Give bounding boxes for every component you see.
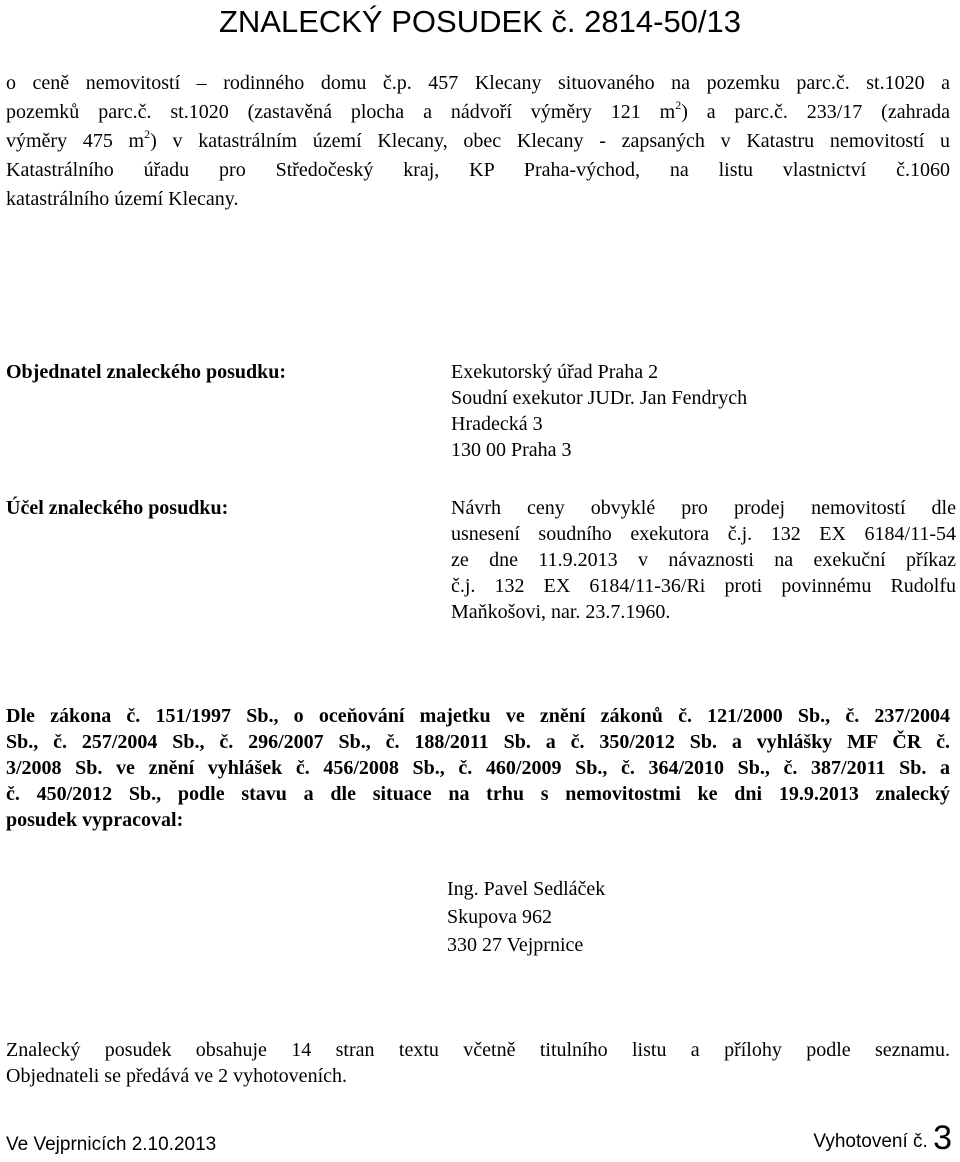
purpose-line: č.j. 132 EX 6184/11-36/Ri proti povinnému Rudolfu [451, 575, 956, 597]
contents-line: Objednateli se předává ve 2 vyhotoveních. [6, 1065, 347, 1087]
contents-line: Znalecký posudek obsahuje 14 stran textu včetně titulního listu a přílohy podle seznamu. [6, 1039, 950, 1061]
copy-number [813, 1118, 952, 1162]
purpose-label: Účel znaleckého posudku: [6, 497, 229, 519]
subject-line: výměry 475 $m^2$) v katastrálním území Klecany, obec Klecany - zapsaných v Katastru nemovitostí u [6, 127, 950, 152]
superscript: 2 [675, 98, 682, 112]
author-address [447, 875, 605, 959]
law-line: Sb., č. 257/2004 Sb., č. 296/2007 Sb., č. 188/2011 Sb. a č. 350/2012 Sb. a vyhlášky MF ČR č. [6, 731, 950, 753]
client-line: Exekutorský úřad Praha 2 [451, 361, 659, 383]
law-line: č. 450/2012 Sb., podle stavu a dle situace na trhu s nemovitostmi ke dni 19.9.2013 znalecký [6, 783, 950, 805]
subject-paragraph [6, 69, 950, 214]
subject-line: o ceně nemovitostí – rodinného domu č.p. 457 Klecany situovaného na pozemku parc.č. st.1020 a [6, 72, 950, 94]
author-city: 330 27 Vejprnice [447, 934, 584, 956]
client-line: Hradecká 3 [451, 413, 543, 435]
law-line: 3/2008 Sb. ve znění vyhlášek č. 456/2008 Sb., č. 460/2009 Sb., č. 364/2010 Sb., č. 387/2011 Sb. a [6, 757, 950, 779]
place-date: Ve Vejprnicích 2.10.2013 [6, 1134, 217, 1155]
copy-number-value: 3 [933, 1119, 952, 1157]
subject-line: pozemků parc.č. st.1020 (zastavěná plocha a nádvoří výměry 121 $m^2$) a parc.č. 233/17 (zahrada [6, 98, 950, 123]
client-line: Soudní exekutor JUDr. Jan Fendrych [451, 387, 748, 409]
subject-line: katastrálního území Klecany. [6, 188, 239, 210]
subject-line: Katastrálního úřadu pro Středočeský kraj, KP Praha-východ, na listu vlastnictví č.1060 [6, 159, 950, 181]
author-name: Ing. Pavel Sedláček [447, 878, 606, 900]
purpose-line: ze dne 11.9.2013 v návaznosti na exekuční příkaz [451, 549, 956, 571]
law-line: posudek vypracoval: [6, 809, 184, 831]
purpose-line: Maňkošovi, nar. 23.7.1960. [451, 601, 671, 623]
law-line: Dle zákona č. 151/1997 Sb., o oceňování majetku ve znění zákonů č. 121/2000 Sb., č. 237/2004 [6, 705, 950, 727]
copy-label: Vyhotovení č. [813, 1131, 928, 1152]
legal-basis-paragraph [6, 703, 950, 833]
client-label: Objednatel znaleckého posudku: [6, 361, 287, 383]
purpose-line: usnesení soudního exekutora č.j. 132 EX 6184/11-54 [451, 523, 956, 545]
author-street: Skupova 962 [447, 906, 552, 928]
document-title: ZNALECKÝ POSUDEK č. 2814-50/13 [218, 4, 742, 39]
contents-paragraph [6, 1037, 950, 1089]
purpose-block [451, 495, 956, 625]
client-line: 130 00 Praha 3 [451, 439, 572, 461]
client-block [451, 359, 956, 463]
superscript: 2 [144, 127, 151, 141]
purpose-line: Návrh ceny obvyklé pro prodej nemovitostí dle [451, 497, 956, 519]
